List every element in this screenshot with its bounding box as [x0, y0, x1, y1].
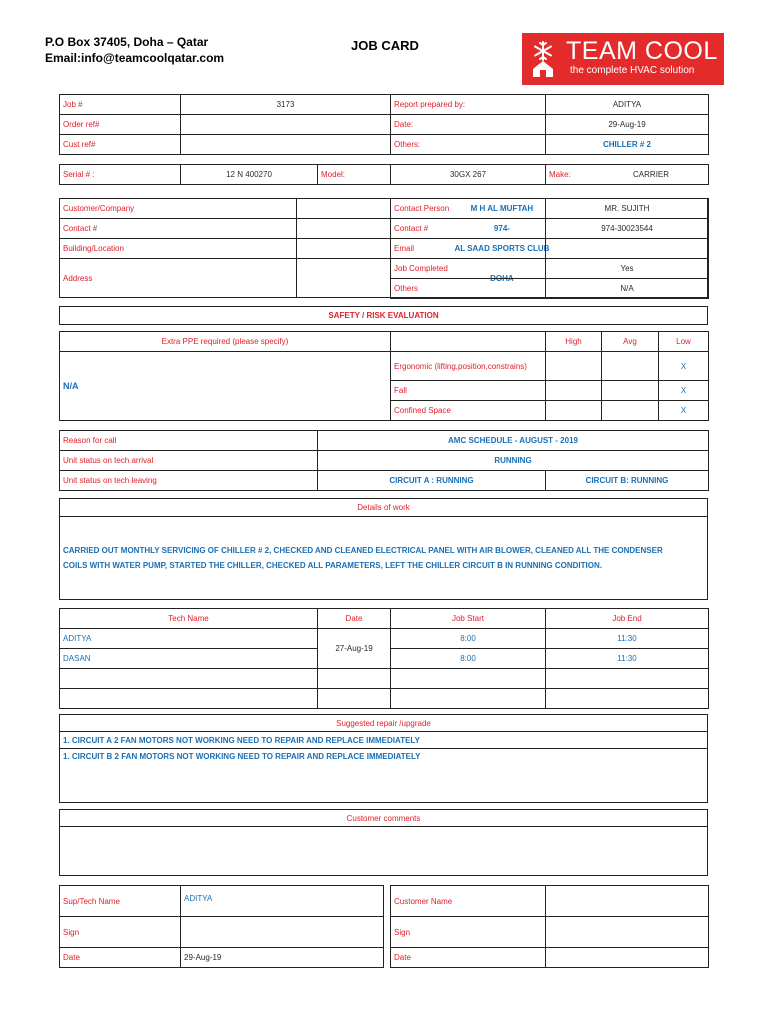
- tech-empty-cell: [60, 669, 318, 689]
- snowflake-house-icon: [530, 39, 556, 79]
- risk-row-label: Confined Space: [391, 401, 546, 421]
- col-low: Low: [659, 332, 709, 352]
- logo-brand-text: TEAM COOL: [566, 37, 718, 65]
- page-title: JOB CARD: [351, 38, 419, 53]
- model-label: Model:: [318, 165, 391, 185]
- serial-value: 12 N 400270: [181, 165, 318, 185]
- sign2-label: Sign: [391, 917, 546, 948]
- company-value: M H AL MUFTAH: [296, 199, 707, 219]
- work-line: COILS WITH WATER PUMP, STARTED THE CHILLER, CHECKED ALL PARAMETERS, LEFT THE CHILLER CIRCUIT B IN RUNNING CONDITION.: [63, 561, 602, 570]
- job-completed-value: Yes: [546, 259, 709, 279]
- tech-empty-cell: [391, 669, 546, 689]
- address-label: Address: [60, 259, 297, 298]
- signoff-date-label: Date: [60, 948, 181, 968]
- work-line: CARRIED OUT MONTHLY SERVICING OF CHILLER # 2, CHECKED AND CLEANED ELECTRICAL PANEL WITH AIR BLOWER, CLEANED ALL THE CONDENSER: [63, 546, 663, 555]
- address-value: DOHA: [296, 259, 707, 298]
- job-info-table: [59, 94, 709, 155]
- customer-name-value: [546, 886, 709, 917]
- report-by-label: Report prepared by:: [391, 95, 546, 115]
- work-table: [59, 498, 708, 600]
- order-ref-label: Order ref#: [60, 115, 181, 135]
- tech-end: 11:30: [546, 629, 709, 649]
- risk-header-blank: [391, 332, 546, 352]
- safety-title: SAFETY / RISK EVALUATION: [60, 307, 708, 325]
- comments-title: Customer comments: [60, 810, 708, 827]
- risk-row-low: X: [659, 352, 709, 381]
- status-table: [59, 430, 709, 491]
- risk-row-low: X: [659, 381, 709, 401]
- others-value: CHILLER # 2: [546, 135, 709, 155]
- arrival-label: Unit status on tech arrival: [60, 451, 318, 471]
- col-job-end: Job End: [546, 609, 709, 629]
- risk-row-avg: [602, 381, 659, 401]
- col-high: High: [546, 332, 602, 352]
- risk-row-low: X: [659, 401, 709, 421]
- signoff-date2-value: [546, 948, 709, 968]
- job-number-value: 3173: [181, 95, 391, 115]
- risk-row-label: Ergonomic (lifting,position,constrains): [391, 352, 546, 381]
- tech-end: 11:30: [546, 649, 709, 669]
- repair-line: 1. CIRCUIT B 2 FAN MOTORS NOT WORKING NEED TO REPAIR AND REPLACE IMMEDIATELY: [60, 749, 708, 803]
- company-email: Email:info@teamcoolqatar.com: [45, 51, 225, 65]
- risk-row-avg: [602, 352, 659, 381]
- risk-row-high: [546, 381, 602, 401]
- tech-empty-cell: [318, 689, 391, 709]
- reason-value: AMC SCHEDULE - AUGUST - 2019: [318, 431, 709, 451]
- model-value: 30GX 267: [391, 165, 546, 185]
- tech-name: DASAN: [60, 649, 318, 669]
- circuit-b-status: CIRCUIT B: RUNNING: [546, 471, 709, 491]
- repair-title: Suggested repair /upgrade: [60, 715, 708, 732]
- ppe-label: Extra PPE required (please specify): [60, 332, 391, 352]
- cust-ref-label: Cust ref#: [60, 135, 181, 155]
- company-address-block: [45, 34, 224, 66]
- company-label: Customer/Company: [60, 199, 297, 219]
- tech-table: [59, 608, 709, 709]
- tech-start: 8:00: [391, 629, 546, 649]
- comments-table: [59, 809, 708, 876]
- customer-others-label: Others: [391, 279, 546, 299]
- reason-label: Reason for call: [60, 431, 318, 451]
- risk-row-avg: [602, 401, 659, 421]
- col-job-start: Job Start: [391, 609, 546, 629]
- make-label: Make:: [549, 170, 571, 179]
- contact-value: 974-: [296, 219, 707, 239]
- contact2-label: Contact #: [391, 219, 546, 239]
- sign-value: [181, 917, 384, 948]
- sign-label: Sign: [60, 917, 181, 948]
- col-avg: Avg: [602, 332, 659, 352]
- risk-row-label: Fall: [391, 381, 546, 401]
- tech-date: 27-Aug-19: [318, 629, 391, 669]
- contact2-value: 974-30023544: [546, 219, 709, 239]
- tech-start: 8:00: [391, 649, 546, 669]
- safety-title-table: [59, 306, 708, 325]
- tech-empty-cell: [546, 669, 709, 689]
- job-completed-label: Job Completed: [391, 259, 546, 279]
- tech-empty-cell: [546, 689, 709, 709]
- contact-person-value: MR. SUJITH: [546, 199, 709, 219]
- order-ref-value: [181, 115, 391, 135]
- tech-name: ADITYA: [60, 629, 318, 649]
- customer-right-table: [390, 198, 709, 299]
- repair-line: 1. CIRCUIT A 2 FAN MOTORS NOT WORKING NEED TO REPAIR AND REPLACE IMMEDIATELY: [60, 732, 708, 749]
- serial-label: Serial # :: [60, 165, 181, 185]
- postal-address: P.O Box 37405, Doha – Qatar: [45, 35, 209, 49]
- risk-row-high: [546, 401, 602, 421]
- sup-tech-label: Sup/Tech Name: [60, 886, 181, 917]
- repair-table: [59, 714, 708, 803]
- others-label: Others:: [391, 135, 546, 155]
- work-details: [60, 517, 708, 600]
- col-tech-name: Tech Name: [60, 609, 318, 629]
- equipment-table: [59, 164, 709, 185]
- signoff-right-table: [390, 885, 709, 968]
- contact-label: Contact #: [60, 219, 297, 239]
- risk-row-high: [546, 352, 602, 381]
- col-date: Date: [318, 609, 391, 629]
- report-by-value: ADITYA: [546, 95, 709, 115]
- sign2-value: [546, 917, 709, 948]
- customer-others-value: N/A: [546, 279, 709, 299]
- signoff-date-value: 29-Aug-19: [181, 948, 384, 968]
- circuit-a-status: CIRCUIT A : RUNNING: [318, 471, 546, 491]
- email-value: [546, 239, 709, 259]
- make-value: CARRIER: [633, 170, 670, 179]
- signoff-left-table: [59, 885, 384, 968]
- company-logo: [522, 33, 724, 85]
- arrival-value: RUNNING: [318, 451, 709, 471]
- email-label: Email: [391, 239, 546, 259]
- tech-empty-cell: [60, 689, 318, 709]
- building-label: Building/Location: [60, 239, 297, 259]
- job-number-label: Job #: [60, 95, 181, 115]
- cust-ref-value: [181, 135, 391, 155]
- work-title: Details of work: [60, 499, 708, 517]
- ppe-value: N/A: [60, 352, 391, 421]
- safety-table: [59, 331, 709, 421]
- contact-person-label: Contact Person: [391, 199, 546, 219]
- customer-name-label: Customer Name: [391, 886, 546, 917]
- make-cell: [546, 165, 709, 185]
- comments-text: [60, 827, 708, 876]
- logo-tagline: the complete HVAC solution: [570, 65, 695, 76]
- building-value: AL SAAD SPORTS CLUB: [296, 239, 707, 259]
- leaving-label: Unit status on tech leaving: [60, 471, 318, 491]
- date-label: Date:: [391, 115, 546, 135]
- date-value: 29-Aug-19: [546, 115, 709, 135]
- sup-tech-value: ADITYA: [181, 886, 384, 917]
- tech-empty-cell: [318, 669, 391, 689]
- tech-empty-cell: [391, 689, 546, 709]
- signoff-date2-label: Date: [391, 948, 546, 968]
